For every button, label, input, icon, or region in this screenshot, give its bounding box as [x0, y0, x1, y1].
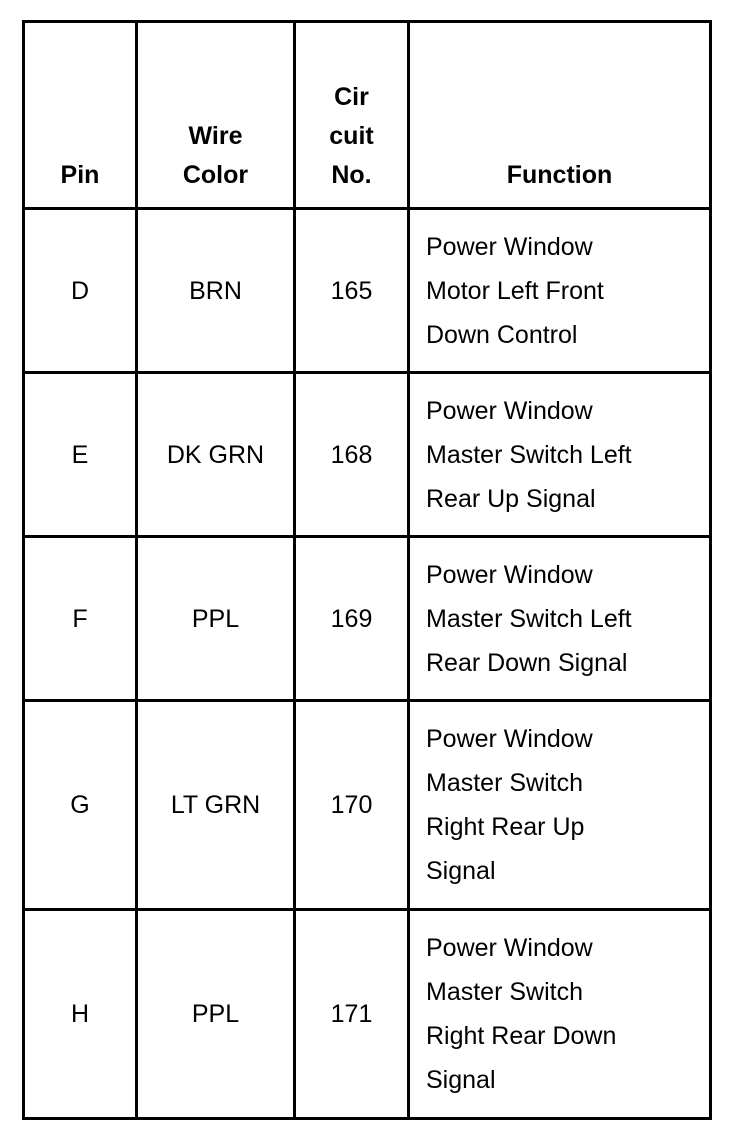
- pin-cell: H: [24, 910, 137, 1119]
- function-line: Signal: [426, 1066, 496, 1094]
- function-cell: [409, 209, 711, 373]
- function-line: Motor Left Front: [426, 276, 604, 305]
- wire-color-cell: BRN: [137, 209, 295, 373]
- header-circuit-no: [295, 22, 409, 209]
- header-pin-line: Pin: [60, 161, 100, 189]
- function-line: Master Switch: [426, 769, 583, 797]
- function-line: Down Control: [426, 320, 578, 349]
- function-line: Power Window: [426, 560, 593, 589]
- pin-cell: D: [24, 209, 137, 373]
- circuit-no-cell: 171: [295, 910, 409, 1119]
- wire-color-cell: PPL: [137, 537, 295, 701]
- header-function: [409, 22, 711, 209]
- function-line: Master Switch Left: [426, 440, 632, 469]
- circuit-no-cell: 165: [295, 209, 409, 373]
- wire-color-cell: PPL: [137, 910, 295, 1119]
- function-line: Master Switch: [426, 978, 583, 1006]
- function-cell: [409, 701, 711, 910]
- function-line: Rear Down Signal: [426, 648, 628, 677]
- header-circuit-no-line: No.: [331, 161, 372, 189]
- table-row: [24, 209, 711, 373]
- function-line: Power Window: [426, 232, 593, 261]
- table-row: [24, 910, 711, 1119]
- function-cell: [409, 373, 711, 537]
- function-cell: [409, 910, 711, 1119]
- wire-color-cell: LT GRN: [137, 701, 295, 910]
- function-line: Power Window: [426, 396, 593, 425]
- header-function-line: Function: [506, 161, 613, 189]
- table-row: [24, 373, 711, 537]
- circuit-no-cell: 168: [295, 373, 409, 537]
- header-wire-color-line: Wire: [188, 122, 243, 150]
- table-row: [24, 701, 711, 910]
- function-line: Rear Up Signal: [426, 484, 596, 513]
- table-row: [24, 537, 711, 701]
- pin-cell: G: [24, 701, 137, 910]
- header-row: [24, 22, 711, 209]
- circuit-no-cell: 170: [295, 701, 409, 910]
- header-wire-color-line: Color: [182, 161, 249, 189]
- function-cell: [409, 537, 711, 701]
- header-wire-color: [137, 22, 295, 209]
- function-line: Master Switch Left: [426, 604, 632, 633]
- function-line: Power Window: [426, 725, 593, 753]
- wire-color-cell: DK GRN: [137, 373, 295, 537]
- function-line: Right Rear Down: [426, 1022, 617, 1050]
- circuit-no-cell: 169: [295, 537, 409, 701]
- header-circuit-no-line: Cir: [334, 83, 369, 111]
- function-line: Signal: [426, 857, 496, 885]
- header-circuit-no-line: cuit: [329, 122, 374, 150]
- function-line: Power Window: [426, 934, 593, 962]
- header-pin: [24, 22, 137, 209]
- pin-table: [22, 20, 712, 1120]
- pin-cell: F: [24, 537, 137, 701]
- pin-cell: E: [24, 373, 137, 537]
- function-line: Right Rear Up: [426, 813, 585, 841]
